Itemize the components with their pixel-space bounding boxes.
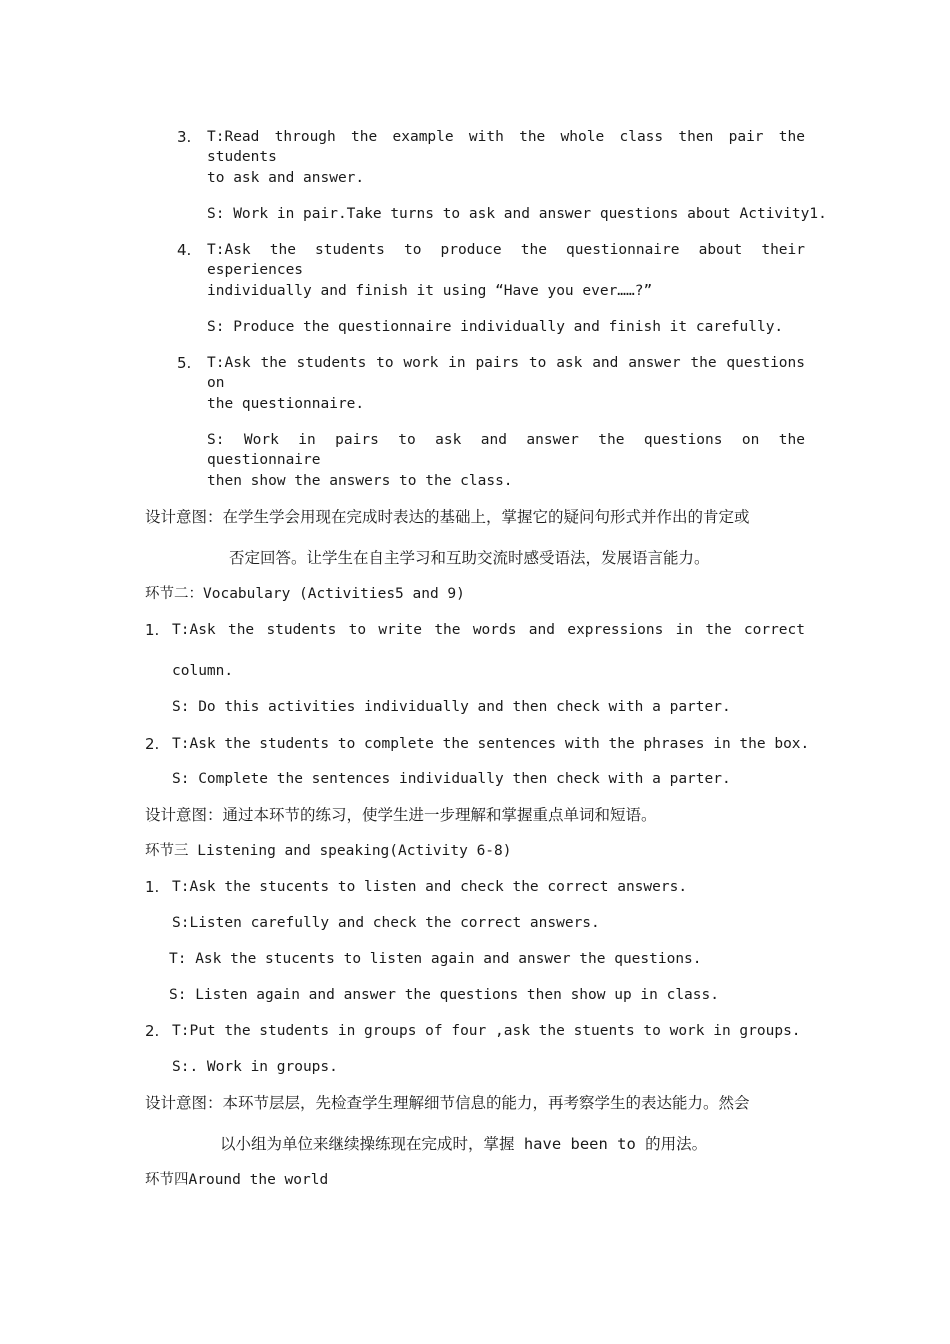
- text-line: S: Work in pair.Take turns to ask and answer questions about Activity1.: [207, 206, 827, 222]
- item-number-2: 2.: [145, 735, 160, 753]
- text-line: T:Read through the example with the whole class then pair the students: [207, 129, 805, 165]
- text-line: individually and finish it using “Have you ever……?”: [207, 283, 653, 299]
- text-line: S: Work in pairs to ask and answer the questions on the questionnaire: [207, 432, 805, 468]
- design-intent-cont: 以小组为单位来继续操练现在完成时，掌握 have been to 的用法。: [220, 1135, 708, 1153]
- text-line: S: Complete the sentences individually then check with a parter.: [172, 771, 731, 787]
- item-number-5: 5.: [177, 354, 192, 372]
- text-line: S: Listen again and answer the questions then show up in class.: [169, 987, 719, 1003]
- text-line: T: Ask the stucents to listen again and answer the questions.: [169, 951, 702, 967]
- item-number-4: 4.: [177, 241, 192, 259]
- text-line: S:. Work in groups.: [172, 1059, 338, 1075]
- item-number-1: 1.: [145, 878, 160, 896]
- design-intent: 设计意图：通过本环节的练习，使学生进一步理解和掌握重点单词和短语。: [145, 806, 657, 824]
- text-line: T:Ask the students to produce the questionnaire about their esperiences: [207, 242, 805, 278]
- text-line: S: Produce the questionnaire individually and finish it carefully.: [207, 319, 784, 335]
- design-intent: 设计意图：本环节层层，先检查学生理解细节信息的能力，再考察学生的表达能力。然会: [145, 1094, 750, 1112]
- text-line: then show the answers to the class.: [207, 473, 513, 489]
- text-line: the questionnaire.: [207, 396, 365, 412]
- text-line: T:Ask the students to complete the sentences with the phrases in the box.: [172, 736, 810, 752]
- section-heading: 环节三 Listening and speaking(Activity 6-8): [145, 843, 512, 859]
- item-number-3: 3.: [177, 128, 192, 146]
- text-line: T:Ask the students to work in pairs to ask and answer the questions on: [207, 355, 805, 391]
- text-line: S: Do this activities individually and then check with a parter.: [172, 699, 731, 715]
- design-intent-cont: 否定回答。让学生在自主学习和互助交流时感受语法，发展语言能力。: [229, 549, 710, 567]
- section-heading: 环节四Around the world: [145, 1172, 329, 1188]
- text-line: S:Listen carefully and check the correct answers.: [172, 915, 600, 931]
- text-line: to ask and answer.: [207, 170, 365, 186]
- text-line: column.: [172, 663, 234, 679]
- text-line: T:Ask the stucents to listen and check the correct answers.: [172, 879, 688, 895]
- item-number-2: 2.: [145, 1022, 160, 1040]
- text-line: T:Ask the students to write the words and expressions in the correct: [172, 622, 805, 638]
- item-number-1: 1.: [145, 621, 160, 639]
- section-heading: 环节二：Vocabulary (Activities5 and 9): [145, 586, 465, 602]
- design-intent: 设计意图：在学生学会用现在完成时表达的基础上，掌握它的疑问句形式并作出的肯定或: [145, 508, 750, 526]
- text-line: T:Put the students in groups of four ,ask the stuents to work in groups.: [172, 1023, 801, 1039]
